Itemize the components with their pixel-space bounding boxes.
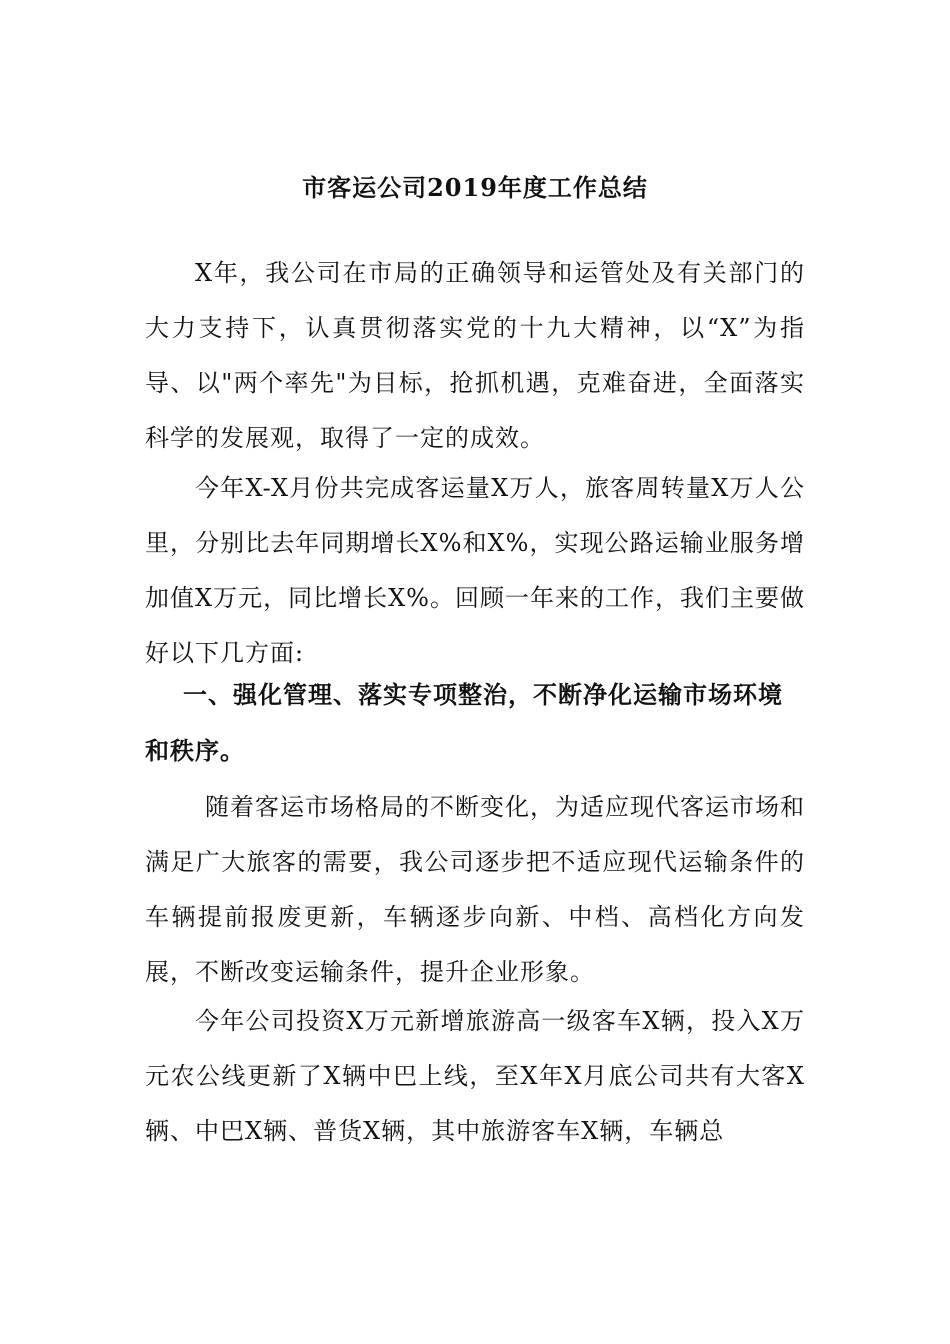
- document-title: 市客运公司2019年度工作总结: [302, 173, 648, 202]
- paragraph-vehicle-upgrade: 随着客运市场格局的不断变化，为适应现代客运市场和满足广大旅客的需要，我公司逐步把不适应现代运输条件的车辆提前报废更新，车辆逐步向新、中档、高档化方向发展，不断改变运输条件，提升企业形象。: [145, 793, 805, 986]
- paragraph-intro: X年，我公司在市局的正确领导和运管处及有关部门的大力支持下，认真贯彻落实党的十九大精神，以“X”为指导、以"两个率先"为目标，抢抓机遇，克难奋进，全面落实科学的发展观，取得了一定的成效。: [145, 259, 805, 452]
- section-heading-1: 一、强化管理、落实专项整治，不断净化运输市场环境和秩序。: [145, 680, 783, 765]
- paragraph-investment: 今年公司投资X万元新增旅游高一级客车X辆，投入X万元农公线更新了X辆中巴上线，至X年X月底公司共有大客X辆、中巴X辆、普货X辆，其中旅游客车X辆，车辆总: [145, 1007, 805, 1145]
- paragraph-statistics: 今年X-X月份共完成客运量X万人，旅客周转量X万人公里，分别比去年同期增长X%和X%，实现公路运输业服务增加值X万元，同比增长X%。回顾一年来的工作，我们主要做好以下几方面:: [145, 474, 805, 667]
